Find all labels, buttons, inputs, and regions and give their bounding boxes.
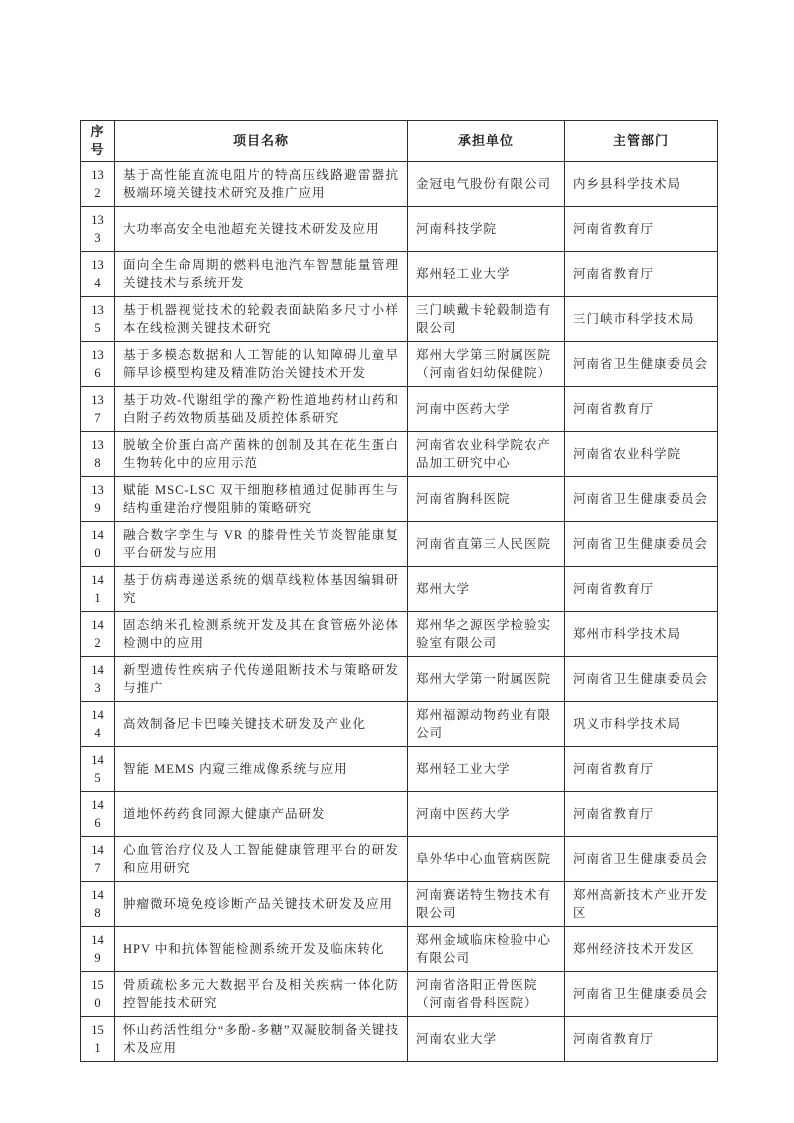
table-row bbox=[81, 1017, 718, 1062]
cell-project-name: 融合数字孪生与 VR 的膝骨性关节炎智能康复平台研发与应用 bbox=[115, 522, 408, 567]
cell-supervising-department: 河南省卫生健康委员会 bbox=[565, 342, 718, 387]
cell-project-name: 道地怀药药食同源大健康产品研发 bbox=[115, 792, 408, 837]
cell-project-name: 固态纳米孔检测系统开发及其在食管癌外泌体检测中的应用 bbox=[115, 612, 408, 657]
cell-supervising-department: 河南省卫生健康委员会 bbox=[565, 522, 718, 567]
cell-serial-number: 145 bbox=[81, 747, 115, 792]
cell-supervising-department: 河南省教育厅 bbox=[565, 387, 718, 432]
cell-project-name: 基于仿病毒递送系统的烟草线粒体基因编辑研究 bbox=[115, 567, 408, 612]
cell-supervising-department: 河南省教育厅 bbox=[565, 252, 718, 297]
cell-project-name: 肿瘤微环境免疫诊断产品关键技术研发及应用 bbox=[115, 882, 408, 927]
cell-undertaking-unit: 金冠电气股份有限公司 bbox=[408, 162, 565, 207]
cell-undertaking-unit: 河南中医药大学 bbox=[408, 792, 565, 837]
cell-serial-number: 149 bbox=[81, 927, 115, 972]
table-row bbox=[81, 927, 718, 972]
table-row bbox=[81, 432, 718, 477]
cell-supervising-department: 河南省教育厅 bbox=[565, 567, 718, 612]
cell-supervising-department: 内乡县科学技术局 bbox=[565, 162, 718, 207]
table-row bbox=[81, 972, 718, 1017]
cell-undertaking-unit: 河南省洛阳正骨医院（河南省骨科医院） bbox=[408, 972, 565, 1017]
cell-undertaking-unit: 河南省农业科学院农产品加工研究中心 bbox=[408, 432, 565, 477]
table-row bbox=[81, 522, 718, 567]
cell-undertaking-unit: 郑州华之源医学检验实验室有限公司 bbox=[408, 612, 565, 657]
table-row bbox=[81, 342, 718, 387]
cell-project-name: 怀山药活性组分“多酚-多糖”双凝胶制备关键技术及应用 bbox=[115, 1017, 408, 1062]
cell-undertaking-unit: 三门峡戴卡轮毂制造有限公司 bbox=[408, 297, 565, 342]
cell-undertaking-unit: 郑州轻工业大学 bbox=[408, 252, 565, 297]
col-header-supervising-department: 主管部门 bbox=[565, 121, 718, 162]
cell-supervising-department: 河南省教育厅 bbox=[565, 207, 718, 252]
cell-undertaking-unit: 阜外华中心血管病医院 bbox=[408, 837, 565, 882]
cell-undertaking-unit: 郑州轻工业大学 bbox=[408, 747, 565, 792]
cell-serial-number: 142 bbox=[81, 612, 115, 657]
cell-supervising-department: 郑州经济技术开发区 bbox=[565, 927, 718, 972]
table-row bbox=[81, 612, 718, 657]
cell-project-name: 脱敏全价蛋白高产菌株的创制及其在花生蛋白生物转化中的应用示范 bbox=[115, 432, 408, 477]
cell-serial-number: 151 bbox=[81, 1017, 115, 1062]
cell-serial-number: 146 bbox=[81, 792, 115, 837]
cell-undertaking-unit: 河南省胸科医院 bbox=[408, 477, 565, 522]
table-body bbox=[81, 162, 718, 1062]
cell-supervising-department: 郑州高新技术产业开发区 bbox=[565, 882, 718, 927]
header-row bbox=[81, 121, 718, 162]
table-header bbox=[81, 121, 718, 162]
cell-supervising-department: 河南省卫生健康委员会 bbox=[565, 972, 718, 1017]
cell-project-name: 面向全生命周期的燃料电池汽车智慧能量管理关键技术与系统开发 bbox=[115, 252, 408, 297]
cell-serial-number: 140 bbox=[81, 522, 115, 567]
cell-serial-number: 143 bbox=[81, 657, 115, 702]
table-row bbox=[81, 477, 718, 522]
table-row bbox=[81, 387, 718, 432]
cell-serial-number: 137 bbox=[81, 387, 115, 432]
table-row bbox=[81, 657, 718, 702]
cell-serial-number: 136 bbox=[81, 342, 115, 387]
cell-undertaking-unit: 郑州金域临床检验中心有限公司 bbox=[408, 927, 565, 972]
cell-project-name: 骨质疏松多元大数据平台及相关疾病一体化防控智能技术研究 bbox=[115, 972, 408, 1017]
cell-supervising-department: 河南省卫生健康委员会 bbox=[565, 657, 718, 702]
cell-project-name: 基于机器视觉技术的轮毂表面缺陷多尺寸小样本在线检测关键技术研究 bbox=[115, 297, 408, 342]
cell-undertaking-unit: 郑州福源动物药业有限公司 bbox=[408, 702, 565, 747]
cell-serial-number: 135 bbox=[81, 297, 115, 342]
cell-project-name: 基于功效-代谢组学的豫产粉性道地药材山药和白附子药效物质基础及质控体系研究 bbox=[115, 387, 408, 432]
cell-undertaking-unit: 河南赛诺特生物技术有限公司 bbox=[408, 882, 565, 927]
cell-serial-number: 150 bbox=[81, 972, 115, 1017]
cell-supervising-department: 河南省农业科学院 bbox=[565, 432, 718, 477]
cell-serial-number: 141 bbox=[81, 567, 115, 612]
cell-serial-number: 148 bbox=[81, 882, 115, 927]
cell-supervising-department: 巩义市科学技术局 bbox=[565, 702, 718, 747]
cell-serial-number: 144 bbox=[81, 702, 115, 747]
col-header-project-name: 项目名称 bbox=[115, 121, 408, 162]
table-row bbox=[81, 297, 718, 342]
cell-undertaking-unit: 郑州大学第一附属医院 bbox=[408, 657, 565, 702]
table-row bbox=[81, 792, 718, 837]
table-row bbox=[81, 252, 718, 297]
table-row bbox=[81, 747, 718, 792]
cell-serial-number: 134 bbox=[81, 252, 115, 297]
cell-project-name: 新型遗传性疾病子代传递阻断技术与策略研发与推广 bbox=[115, 657, 408, 702]
cell-project-name: 基于高性能直流电阻片的特高压线路避雷器抗极端环境关键技术研究及推广应用 bbox=[115, 162, 408, 207]
table-row bbox=[81, 837, 718, 882]
cell-undertaking-unit: 河南省直第三人民医院 bbox=[408, 522, 565, 567]
cell-serial-number: 147 bbox=[81, 837, 115, 882]
cell-serial-number: 133 bbox=[81, 207, 115, 252]
cell-undertaking-unit: 郑州大学 bbox=[408, 567, 565, 612]
cell-undertaking-unit: 河南农业大学 bbox=[408, 1017, 565, 1062]
col-header-serial-number: 序号 bbox=[81, 121, 115, 162]
cell-serial-number: 138 bbox=[81, 432, 115, 477]
cell-serial-number: 132 bbox=[81, 162, 115, 207]
cell-supervising-department: 河南省卫生健康委员会 bbox=[565, 837, 718, 882]
cell-supervising-department: 河南省卫生健康委员会 bbox=[565, 477, 718, 522]
cell-project-name: 心血管治疗仪及人工智能健康管理平台的研发和应用研究 bbox=[115, 837, 408, 882]
col-header-undertaking-unit: 承担单位 bbox=[408, 121, 565, 162]
cell-project-name: 高效制备尼卡巴嗪关键技术研发及产业化 bbox=[115, 702, 408, 747]
cell-supervising-department: 三门峡市科学技术局 bbox=[565, 297, 718, 342]
cell-supervising-department: 河南省教育厅 bbox=[565, 1017, 718, 1062]
table-row bbox=[81, 567, 718, 612]
table-row bbox=[81, 162, 718, 207]
cell-project-name: 赋能 MSC-LSC 双干细胞移植通过促肺再生与结构重建治疗慢阻肺的策略研究 bbox=[115, 477, 408, 522]
cell-supervising-department: 郑州市科学技术局 bbox=[565, 612, 718, 657]
cell-supervising-department: 河南省教育厅 bbox=[565, 747, 718, 792]
cell-serial-number: 139 bbox=[81, 477, 115, 522]
table-row bbox=[81, 702, 718, 747]
table-row bbox=[81, 207, 718, 252]
cell-project-name: HPV 中和抗体智能检测系统开发及临床转化 bbox=[115, 927, 408, 972]
cell-undertaking-unit: 河南科技学院 bbox=[408, 207, 565, 252]
cell-undertaking-unit: 郑州大学第三附属医院（河南省妇幼保健院） bbox=[408, 342, 565, 387]
cell-project-name: 智能 MEMS 内窥三维成像系统与应用 bbox=[115, 747, 408, 792]
cell-undertaking-unit: 河南中医药大学 bbox=[408, 387, 565, 432]
cell-supervising-department: 河南省教育厅 bbox=[565, 792, 718, 837]
cell-project-name: 基于多模态数据和人工智能的认知障碍儿童早筛早诊模型构建及精准防治关键技术开发 bbox=[115, 342, 408, 387]
projects-table bbox=[80, 120, 718, 1062]
table-row bbox=[81, 882, 718, 927]
cell-project-name: 大功率高安全电池超充关键技术研发及应用 bbox=[115, 207, 408, 252]
